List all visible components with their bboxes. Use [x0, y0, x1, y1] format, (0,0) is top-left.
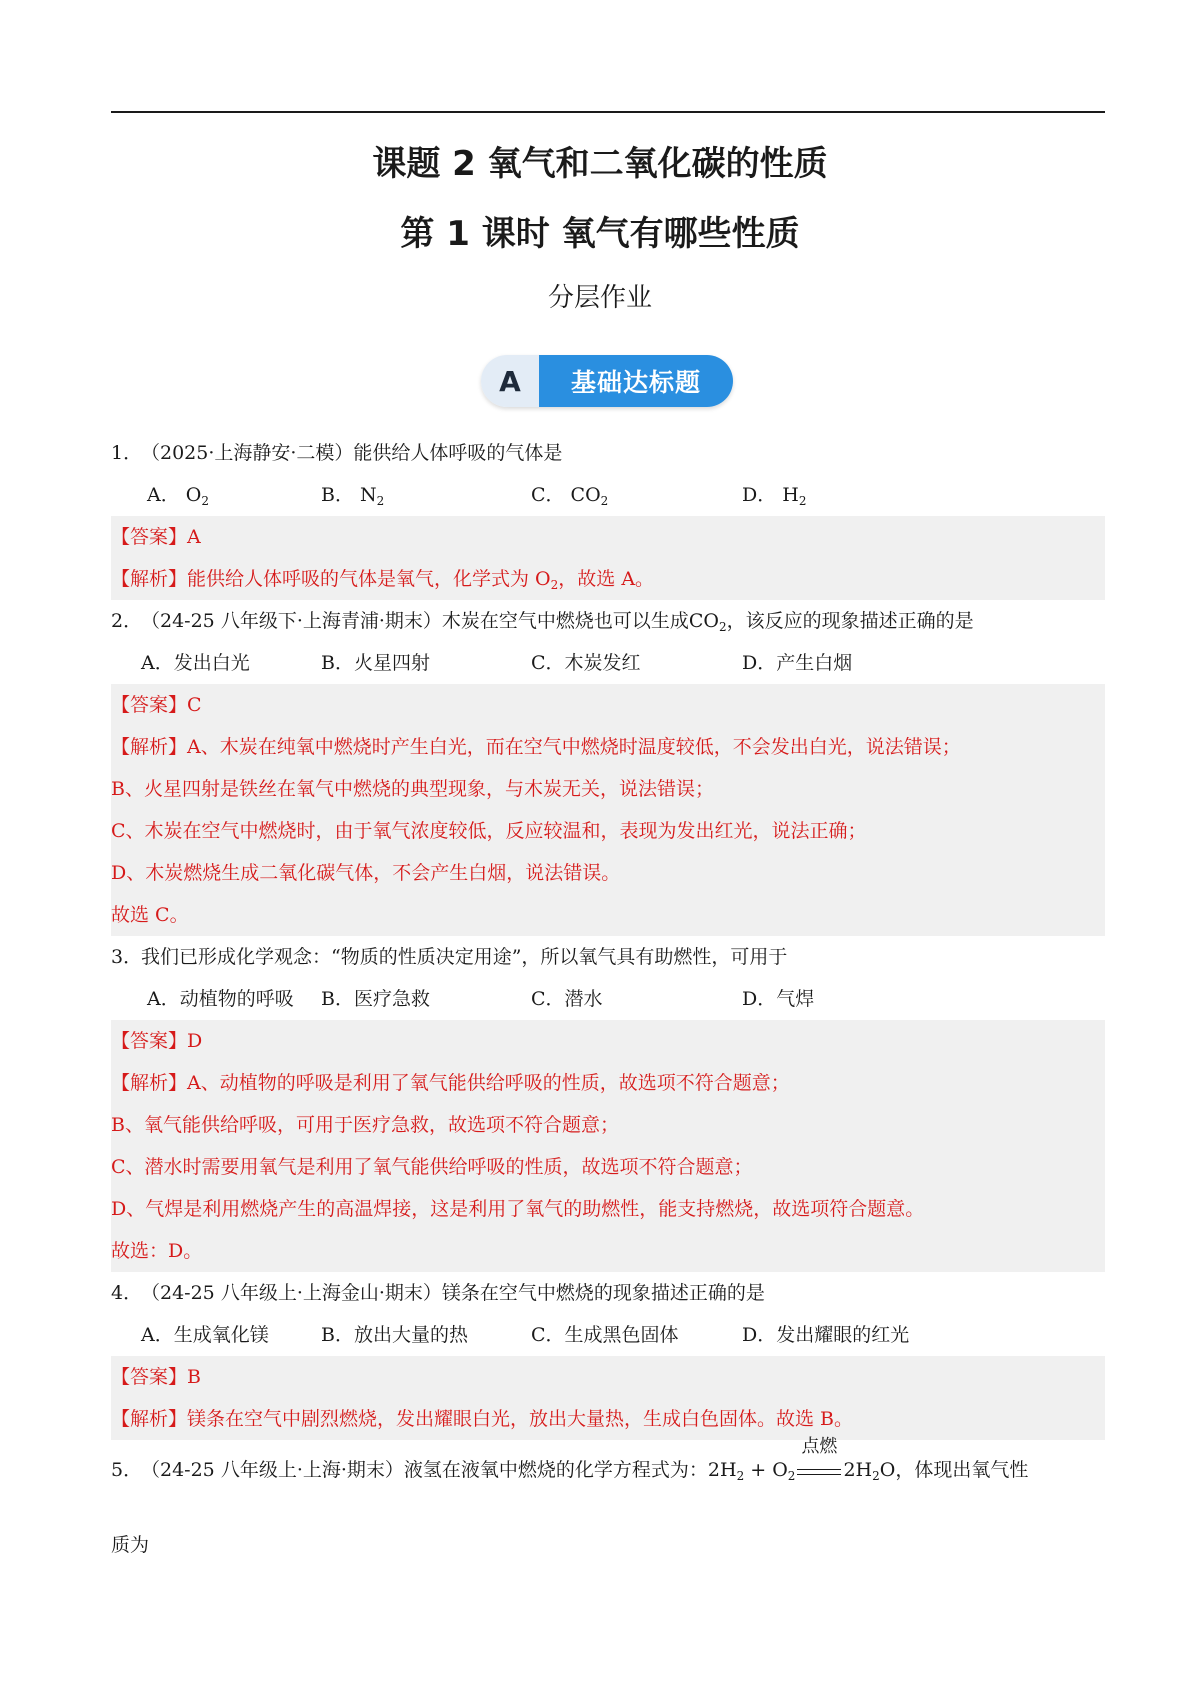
answer-line: 【答案】B [111, 1366, 201, 1388]
option-c: C．生成黑色固体 [531, 1324, 679, 1346]
answer-line: 【答案】D [111, 1030, 203, 1052]
analysis-line: D、气焊是利用燃烧产生的高温焊接，这是利用了氧气的助燃性，能支持燃烧，故选项符合题意。 [111, 1198, 925, 1220]
option-b: B．医疗急救 [321, 988, 430, 1010]
badge-letter: A [481, 355, 539, 407]
option-d: D．气焊 [742, 988, 815, 1010]
option-a: A．发出白光 [141, 652, 250, 674]
question-2-stem: 2．（24-25 八年级下·上海青浦·期末）木炭在空气中燃烧也可以生成$CO_2$，该反应的现象描述正确的是 [111, 600, 1105, 642]
question-3-options [111, 978, 1105, 1020]
chemical-equation: $2H_2 + O_2$ 点燃 $2H_2O$ [707, 1436, 896, 1483]
answer-box-1 [111, 516, 1105, 600]
option-b: B．火星四射 [321, 652, 430, 674]
analysis-line: 【解析】镁条在空气中剧烈燃烧，发出耀眼白光，放出大量热，生成白色固体。故选 B。 [111, 1408, 854, 1430]
option-b: B．放出大量的热 [321, 1324, 468, 1346]
analysis-conclusion: 故选 C。 [111, 904, 189, 926]
question-1-options [111, 474, 1105, 516]
analysis-line: 【解析】A、动植物的呼吸是利用了氧气能供给呼吸的性质，故选项不符合题意； [111, 1072, 790, 1094]
question-number: 4． [111, 1282, 143, 1304]
header-rule [111, 111, 1105, 113]
question-number: 2． [111, 610, 143, 632]
question-number: 3． [111, 946, 143, 968]
option-a: A． $O_2$ [147, 484, 209, 508]
analysis-line: B、氧气能供给呼吸，可用于医疗急救，故选项不符合题意； [111, 1114, 619, 1136]
option-b: B． $N_2$ [321, 484, 385, 508]
question-text: （2025·上海静安·二模）能供给人体呼吸的气体是 [141, 442, 563, 464]
title-block [0, 140, 1200, 316]
analysis-line: C、潜水时需要用氧气是利用了氧气能供给呼吸的性质，故选项不符合题意； [111, 1156, 753, 1178]
answer-box-4 [111, 1356, 1105, 1440]
question-3-stem [111, 936, 1105, 978]
option-c: C． $CO_2$ [531, 484, 609, 508]
question-number: 1． [111, 442, 143, 464]
option-d: D．发出耀眼的红光 [742, 1324, 910, 1346]
question-1-stem [111, 432, 1105, 474]
question-4-options [111, 1314, 1105, 1356]
question-text: （24-25 八年级上·上海金山·期末）镁条在空气中燃烧的现象描述正确的是 [141, 1282, 765, 1304]
answer-line: 【答案】A [111, 526, 201, 548]
question-2-options [111, 642, 1105, 684]
analysis-line: B、火星四射是铁丝在氧气中燃烧的典型现象，与木炭无关，说法错误； [111, 778, 714, 800]
analysis-conclusion: 故选：D。 [111, 1240, 203, 1262]
lesson-title: 第 1 课时 氧气有哪些性质 [400, 214, 800, 254]
question-list [111, 432, 1105, 1566]
option-c: C．潜水 [531, 988, 603, 1010]
answer-value: D [187, 1030, 203, 1052]
question-5-continuation: 质为 [111, 1534, 150, 1556]
answer-value: A [187, 526, 201, 548]
level-badge [481, 355, 733, 407]
answer-value: C [187, 694, 202, 716]
option-c: C．木炭发红 [531, 652, 641, 674]
section-subtitle: 分层作业 [547, 283, 652, 313]
reaction-arrow [797, 1436, 841, 1481]
analysis-line: D、木炭燃烧生成二氧化碳气体，不会产生白烟，说法错误。 [111, 862, 621, 884]
answer-line: 【答案】C [111, 694, 202, 716]
answer-value: B [187, 1366, 201, 1388]
badge-label: 基础达标题 [539, 355, 733, 407]
answer-box-3 [111, 1020, 1105, 1272]
analysis-line: 【解析】A、木炭在纯氧中燃烧时产生白光，而在空气中燃烧时温度较低，不会发出白光，说法错误； [111, 736, 961, 758]
option-a: A．动植物的呼吸 [147, 988, 294, 1010]
question-4-stem [111, 1272, 1105, 1314]
answer-box-2 [111, 684, 1105, 936]
option-d: D． $H_2$ [742, 484, 807, 508]
analysis-line: 【解析】能供给人体呼吸的气体是氧气，化学式为 $O_2$，故选 A。 [111, 568, 655, 592]
analysis-line: C、木炭在空气中燃烧时，由于氧气浓度较低，反应较温和，表现为发出红光，说法正确； [111, 820, 867, 842]
question-5-stem: 5．（24-25 八年级上·上海·期末）液氢在液氧中燃烧的化学方程式为：$2H_2 + O_2$ 点燃 $2H_2O$，体现出氧气性 [111, 1440, 1105, 1500]
option-d: D．产生白烟 [742, 652, 853, 674]
option-a: A．生成氧化镁 [141, 1324, 269, 1346]
reaction-condition: 点燃 [801, 1436, 838, 1457]
topic-title: 课题 2 氧气和二氧化碳的性质 [372, 144, 828, 184]
question-number: 5． [111, 1459, 143, 1481]
question-text: 我们已形成化学观念：“物质的性质决定用途”，所以氧气具有助燃性，可用于 [141, 946, 788, 968]
